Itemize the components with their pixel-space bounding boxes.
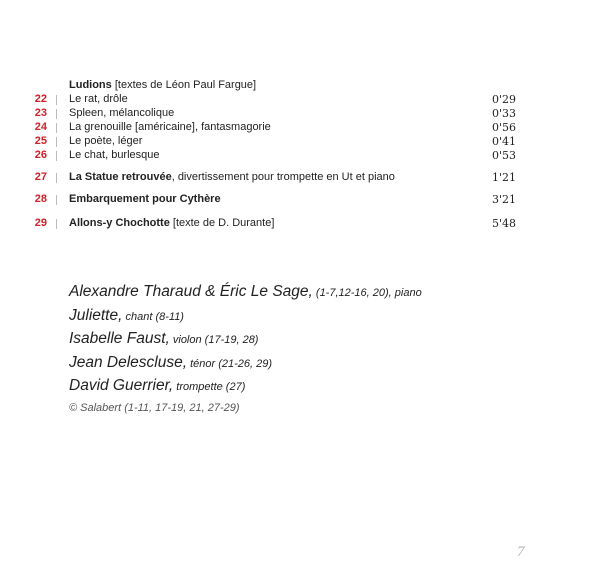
track-divider <box>56 195 57 205</box>
performer-role: ténor (21-26, 29) <box>187 357 273 370</box>
track-row-26 <box>0 148 600 163</box>
track-number: 28 <box>34 193 47 205</box>
track-duration: 0'53 <box>491 149 516 162</box>
track-title: Le rat, drôle <box>69 93 128 105</box>
track-row-24 <box>0 120 600 135</box>
track-duration: 0'33 <box>491 107 516 120</box>
track-title: Spleen, mélancolique <box>69 107 175 119</box>
track-title: Le chat, burlesque <box>69 149 160 161</box>
track-title-line <box>69 192 221 207</box>
track-number: 25 <box>34 135 47 147</box>
performer-name: Juliette, <box>69 306 123 324</box>
track-duration: 0'29 <box>491 93 516 106</box>
track-number: 29 <box>34 217 47 229</box>
track-title: Allons-y Chochotte <box>69 217 170 229</box>
performer-role: trompette (27) <box>173 381 246 393</box>
track-title-line <box>69 216 274 231</box>
performer-role: violon (17-19, 28) <box>169 334 259 346</box>
track-row-22 <box>0 92 600 107</box>
performer-name: Isabelle Faust, <box>69 330 170 347</box>
track-divider <box>56 123 57 133</box>
track-duration: 5'48 <box>491 217 516 230</box>
ludions-title: Ludions <box>69 79 112 91</box>
track-title: La grenouille [américaine], fantasmagorie <box>69 121 271 133</box>
track-number: 26 <box>34 149 47 161</box>
track-row-27 <box>0 170 600 185</box>
track-row-29 <box>0 216 600 231</box>
copyright-notice: © Salabert (1-11, 17-19, 21, 27-29) <box>69 402 240 414</box>
track-duration: 0'41 <box>491 135 516 148</box>
track-title: Le poète, léger <box>69 135 143 147</box>
track-row-28 <box>0 192 600 207</box>
ludions-note: [textes de Léon Paul Fargue] <box>111 79 257 91</box>
track-title: Embarquement pour Cythère <box>69 193 221 205</box>
track-subtitle: , divertissement pour trompette en Ut et piano <box>171 171 395 183</box>
performer-name: David Guerrier, <box>69 377 174 394</box>
performer-line <box>69 352 422 376</box>
track-duration: 1'21 <box>491 171 516 184</box>
track-row-23 <box>0 106 600 121</box>
track-divider <box>56 219 57 229</box>
performer-role: chant (8-11) <box>122 310 184 323</box>
track-divider <box>56 151 57 161</box>
track-divider <box>56 173 57 183</box>
performer-name: Jean Delescluse, <box>69 353 188 371</box>
track-title-line <box>69 170 395 185</box>
track-row-25 <box>0 134 600 149</box>
track-duration: 0'56 <box>491 121 516 134</box>
performer-line <box>69 375 422 399</box>
performer-line <box>69 328 422 352</box>
track-duration: 3'21 <box>491 193 516 206</box>
track-divider <box>56 109 57 119</box>
track-number: 24 <box>34 121 47 133</box>
track-number: 23 <box>34 107 47 119</box>
performer-line <box>69 281 422 305</box>
performer-role: (1-7,12-16, 20), piano <box>312 287 422 299</box>
track-number: 22 <box>34 93 47 105</box>
track-divider <box>56 95 57 105</box>
performer-name: Alexandre Tharaud & Éric Le Sage, <box>69 283 313 300</box>
track-divider <box>56 137 57 147</box>
performers-list <box>69 281 422 399</box>
track-number: 27 <box>34 171 47 183</box>
page-number: 7 <box>517 544 525 560</box>
track-subtitle: [texte de D. Durante] <box>169 217 275 229</box>
track-title: La Statue retrouvée <box>69 171 172 183</box>
performer-line <box>69 305 422 329</box>
ludions-heading <box>69 78 256 93</box>
